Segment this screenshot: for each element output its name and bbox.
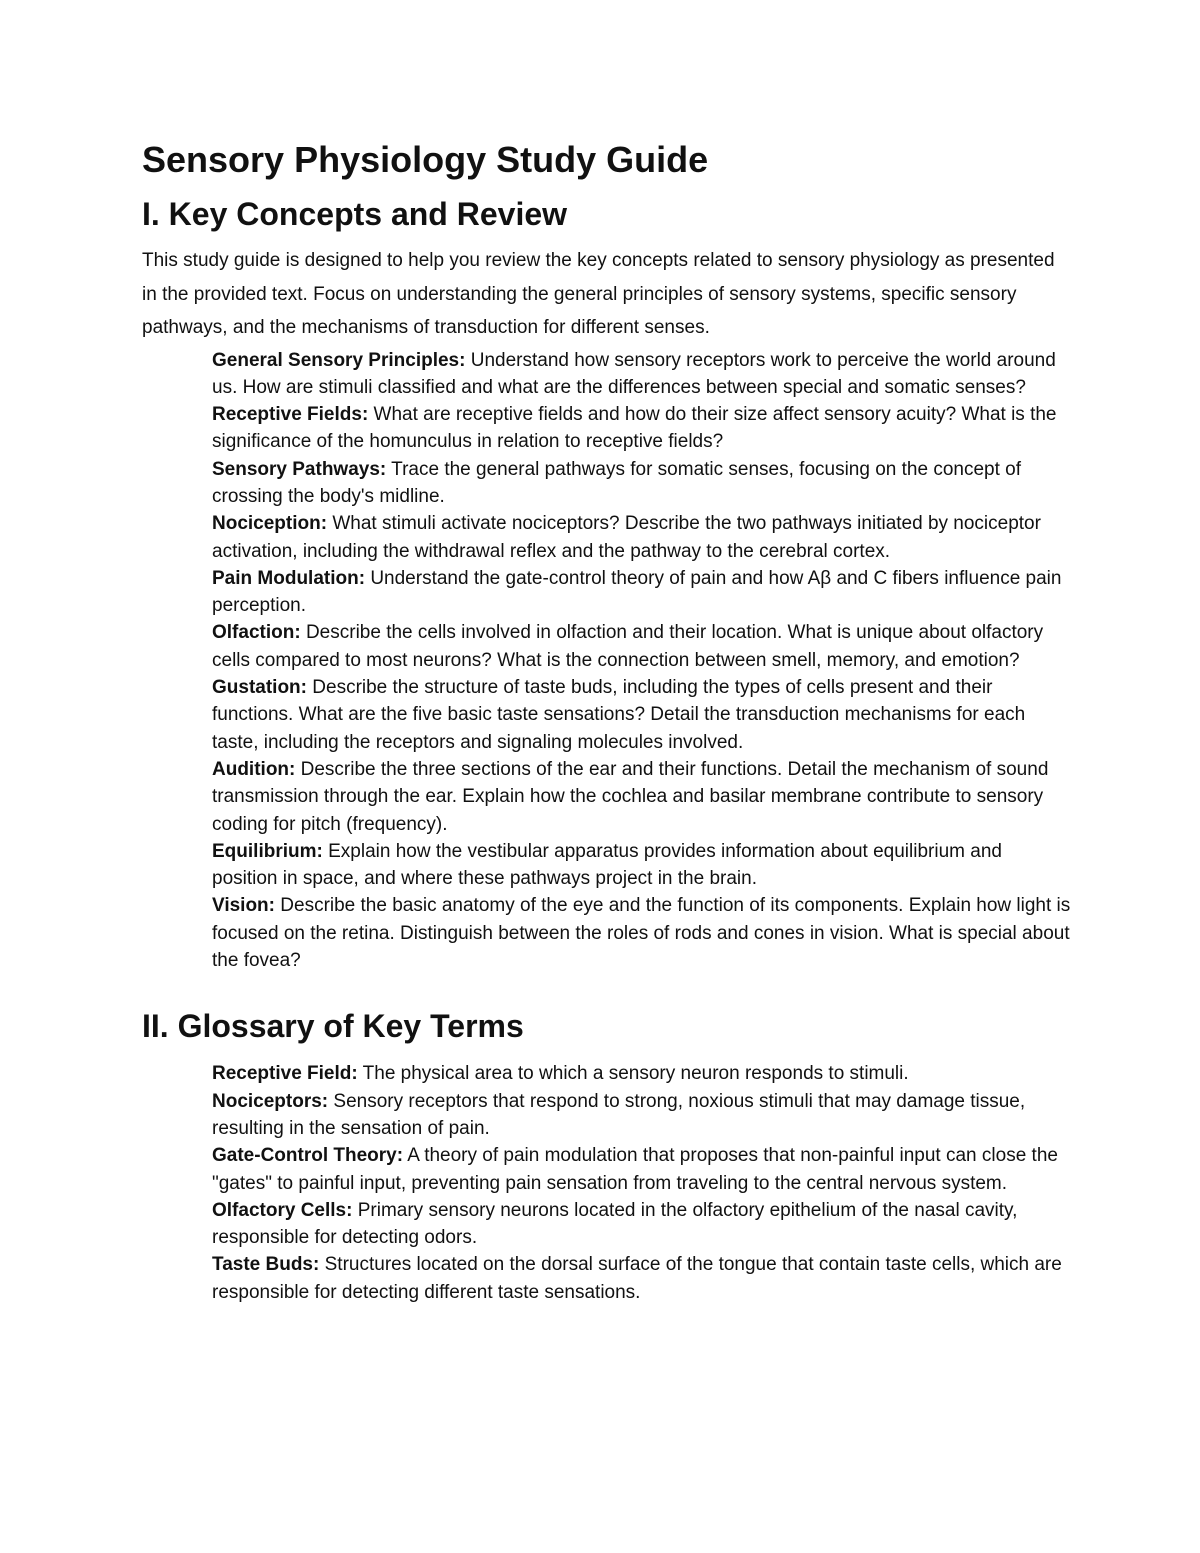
item-term: Nociception: [212,513,328,535]
document-page [142,138,1072,1306]
item-text: Describe the structure of taste buds, including the types of cells present and their functions. What are the five basic taste sensations? Detail the transduction mechanisms for each taste, including the receptors and signaling molecules involved. [212,677,1026,753]
list-item [212,838,1072,893]
item-text: Describe the basic anatomy of the eye and the function of its components. Explain how light is focused on the retina. Distinguish between the roles of rods and cones in vision. What is special about the fovea? [212,895,1071,972]
item-term: Vision: [212,895,275,917]
glossary-list [142,1060,1072,1306]
item-term: Gate-Control Theory: [212,1145,404,1167]
item-term: General Sensory Principles: [212,349,466,371]
key-concepts-list [142,347,1072,975]
list-item [212,756,1072,838]
item-term: Nociceptors: [212,1090,329,1112]
section-heading-glossary: II. Glossary of Key Terms [142,1008,524,1045]
item-term: Sensory Pathways: [212,458,387,480]
item-term: Receptive Fields: [212,404,369,426]
section-heading-key-concepts: I. Key Concepts and Review [142,196,568,232]
item-text: The physical area to which a sensory neuron responds to stimuli. [357,1063,909,1085]
list-item [212,619,1072,674]
list-item [212,510,1072,565]
item-text: Sensory receptors that respond to strong, noxious stimuli that may damage tissue, resulting in the sensation of pain. [212,1090,1026,1139]
item-text: What are receptive fields and how do their size affect sensory acuity? What is the significance of the homunculus in relation to receptive fields? [212,404,1057,453]
item-text: Structures located on the dorsal surface of the tongue that contain taste cells, which are responsible for detecting different taste sensations. [212,1254,1062,1303]
list-item [212,401,1072,456]
list-item [212,674,1072,756]
item-term: Gustation: [212,677,307,699]
item-text: A theory of pain modulation that proposes that non-painful input can close the "gates" to painful input, preventing pain sensation from traveling to the central nervous system. [212,1145,1058,1194]
list-item [212,1197,1072,1252]
item-text: What stimuli activate nociceptors? Describe the two pathways initiated by nociceptor activation, including the withdrawal reflex and the pathway to the cerebral cortex. [212,513,1041,562]
list-item [212,1251,1072,1306]
item-term: Audition: [212,758,296,780]
item-text: Describe the cells involved in olfaction and their location. What is unique about olfactory cells compared to most neurons? What is the connection between smell, memory, and emotion? [212,622,1044,671]
item-text: Describe the three sections of the ear and their functions. Detail the mechanism of sound transmission through the ear. Explain how the cochlea and basilar membrane contribute to sensory coding for pitch (frequency). [212,758,1049,835]
item-term: Taste Buds: [212,1254,320,1276]
list-item [212,565,1072,620]
list-item [212,1142,1072,1197]
list-item [212,347,1072,402]
list-item [212,892,1072,974]
item-text: Understand the gate-control theory of pain and how Aβ and C fibers influence pain perception. [212,567,1062,617]
list-item [212,1088,1072,1143]
list-item [212,456,1072,511]
item-term: Olfactory Cells: [212,1199,353,1221]
item-term: Pain Modulation: [212,567,366,589]
document-title: Sensory Physiology Study Guide [142,139,709,180]
item-text: Primary sensory neurons located in the olfactory epithelium of the nasal cavity, responsible for detecting odors. [212,1199,1018,1249]
item-text: Explain how the vestibular apparatus provides information about equilibrium and position in space, and where these pathways project in the brain. [212,840,1002,890]
item-text: Understand how sensory receptors work to perceive the world around us. How are stimuli classified and what are the differences between special and somatic senses? [212,349,1056,398]
item-text: Trace the general pathways for somatic senses, focusing on the concept of crossing the body's midline. [212,458,1021,507]
item-term: Equilibrium: [212,840,323,862]
section-intro: This study guide is designed to help you review the key concepts related to sensory physiology as presented in the provided text. Focus on understanding the general principles of sensory systems, specific sensory pathways, and the mechanisms of transduction for different senses. [142,250,1055,338]
list-item [212,1060,1072,1087]
item-term: Receptive Field: [212,1063,358,1085]
item-term: Olfaction: [212,622,301,644]
